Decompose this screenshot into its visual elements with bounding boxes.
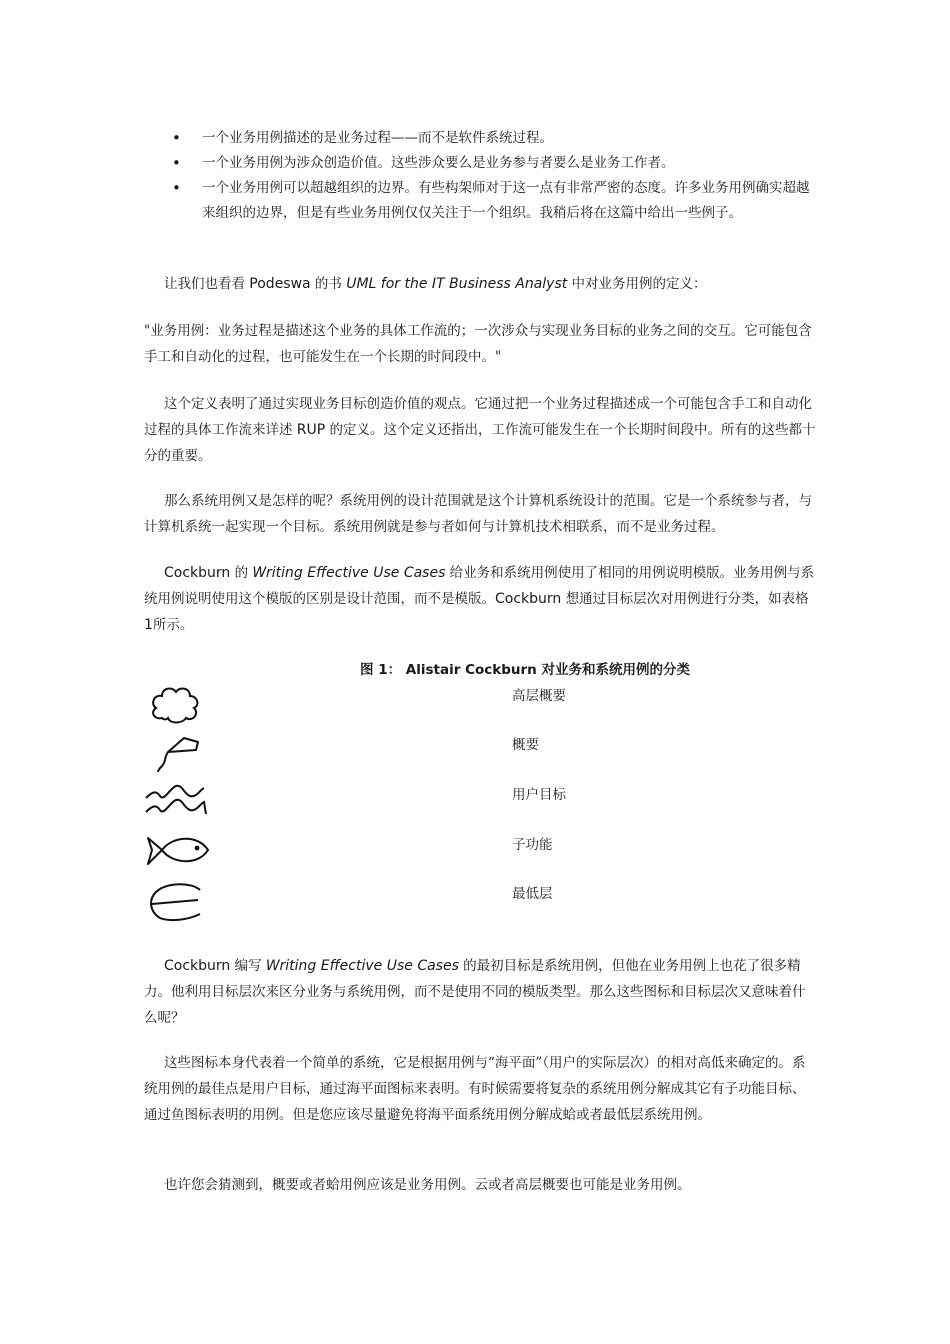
writing-paragraph bbox=[144, 953, 816, 1031]
bullet-item bbox=[170, 176, 820, 226]
text-run: 想通过目标层次对用例进行分类，如表格 bbox=[561, 591, 809, 607]
text-run: 的最初目标是系统用例，但他在业务用例上也花了很多精力。他利用目标层次来区分业务与系统用例，而不是使用不同的模版类型。那么这些图标和目标层次又意味着什么呢？ bbox=[144, 958, 806, 1026]
text-run: 的定义。这个定义还指出，工作流可能发生在一个长期时间段中。所有的这些都十分的重要。 bbox=[144, 422, 816, 464]
kite-icon bbox=[142, 730, 206, 774]
book-title: Writing Effective Use Cases bbox=[252, 565, 446, 581]
bullet-dot-icon: • bbox=[172, 129, 181, 147]
figure-caption: 图 1： Alistair Cockburn 对业务和系统用例的分类 bbox=[360, 662, 690, 678]
text-run: 编写 bbox=[230, 958, 266, 974]
level-label: 概要 bbox=[512, 737, 539, 753]
closing-paragraph: 也许您会猜测到，概要或者蛤用例应该是业务用例。云或者高层概要也可能是业务用例。 bbox=[164, 1177, 691, 1193]
level-label: 最低层 bbox=[512, 886, 553, 902]
system-usecase-paragraph: 那么系统用例又是怎样的呢？系统用例的设计范围就是这个计算机系统设计的范围。它是一个系统参与者，与计算机系统一起实现一个目标。系统用例就是参与者如何与计算机技术相联系，而不是业务过程。 bbox=[144, 493, 812, 535]
level-label: 子功能 bbox=[512, 837, 553, 853]
fish-icon bbox=[142, 830, 214, 870]
bullet-text: 一个业务用例描述的是业务过程——而不是软件系统过程。 bbox=[202, 130, 553, 146]
author-name: Cockburn bbox=[495, 591, 562, 607]
table-number: 1 bbox=[144, 617, 153, 633]
bullet-text: 一个业务用例可以超越组织的边界。有些构架师对于这一点有非常严密的态度。许多业务用例确实超越来组织的边界，但是有些业务用例仅仅关注于一个组织。我稍后将在这篇中给出一些例子。 bbox=[202, 180, 810, 221]
author-name: Podeswa bbox=[249, 276, 311, 292]
icons-paragraph: 这些图标本身代表着一个简单的系统，它是根据用例与“海平面”（用户的实际层次）的相对高低来确定的。系统用例的最佳点是用户目标，通过海平面图标来表明。有时候需要将复杂的系统用例分解成其它有子功能目标、通过鱼图标表明的用例。但是您应该尽量避免将海平面系统用例分解成蛤或者最低层系统用例。 bbox=[144, 1055, 806, 1123]
text-run: 中对业务用例的定义： bbox=[567, 276, 707, 292]
intro-paragraph bbox=[144, 271, 816, 297]
definition-paragraph bbox=[144, 391, 816, 469]
bullet-dot-icon: • bbox=[172, 154, 181, 172]
bullet-item bbox=[170, 151, 820, 176]
waves-icon bbox=[142, 780, 212, 820]
bullet-list bbox=[170, 126, 820, 226]
text-run: 给业务和系统用例使用了相同的用例说明模版。业务用例与系统用例说明使用这个模版的区别是设计范围，而不是模版。 bbox=[144, 565, 815, 607]
clam-icon bbox=[142, 880, 208, 924]
text-run: 所示。 bbox=[152, 617, 194, 633]
text-run: 的书 bbox=[310, 276, 347, 292]
level-label: 用户目标 bbox=[512, 787, 566, 803]
bullet-dot-icon: • bbox=[172, 179, 181, 197]
author-name: Cockburn bbox=[164, 565, 231, 581]
text-run: 让我们也看看 bbox=[164, 276, 250, 292]
bullet-item bbox=[170, 126, 820, 151]
book-title: UML for the IT Business Analyst bbox=[346, 276, 568, 292]
quote-paragraph: "业务用例：业务过程是描述这个业务的具体工作流的；一次涉众与实现业务目标的业务之间的交互。它可能包含手工和自动化的过程，也可能发生在一个长期的时间段中。" bbox=[144, 323, 812, 365]
author-name: Cockburn bbox=[164, 958, 231, 974]
level-label: 高层概要 bbox=[512, 688, 566, 704]
cockburn-paragraph bbox=[144, 560, 816, 638]
rup-term: RUP bbox=[296, 422, 326, 438]
book-title: Writing Effective Use Cases bbox=[265, 958, 459, 974]
cloud-icon bbox=[142, 680, 206, 726]
bullet-text: 一个业务用例为涉众创造价值。这些涉众要么是业务参与者要么是业务工作者。 bbox=[202, 155, 675, 171]
text-run: 这个定义表明了通过实现业务目标创造价值的观点。它通过把一个业务过程描述成一个可能包含手工和自动化过程的具体工作流来详述 bbox=[144, 396, 812, 438]
text-run: 的 bbox=[230, 565, 253, 581]
